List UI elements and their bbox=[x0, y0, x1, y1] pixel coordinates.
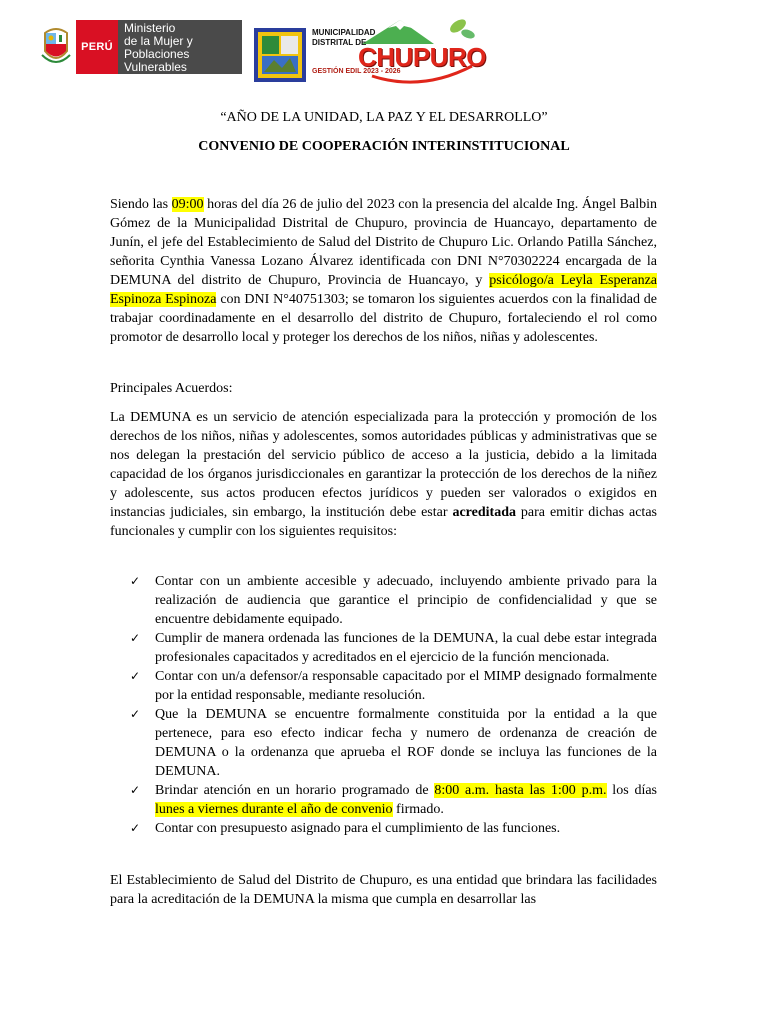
muni-name: CHUPURO bbox=[358, 42, 486, 72]
checklist-item bbox=[130, 705, 657, 781]
text-run: con DNI N°40751303; se tomaron los siguientes acuerdos con la finalidad de trabajar coordinadamente en el desarrollo del distrito de Chupuro, fortaleciendo el rol como promotor de desarrollo local y proteger los derechos de los niños, niñas y adolescentes. bbox=[110, 292, 657, 345]
muni-gestion: GESTIÓN EDIL 2023 - 2026 bbox=[312, 68, 401, 75]
ministry-line: de la Mujer y bbox=[124, 34, 193, 48]
text-run: los días bbox=[606, 783, 658, 798]
checklist-item bbox=[130, 819, 657, 838]
checklist-text: Contar con un/a defensor/a responsable capacitado por el MIMP designado formalmente por la entidad responsable, mediante resolución. bbox=[155, 669, 657, 703]
document-title: CONVENIO DE COOPERACIÓN INTERINSTITUCIONAL bbox=[198, 139, 570, 154]
ministry-line: Poblaciones Vulnerables bbox=[124, 47, 190, 74]
checklist-item bbox=[130, 781, 657, 819]
highlighted-hours: 8:00 a.m. hasta las 1:00 p.m. bbox=[434, 783, 607, 798]
checklist-text: Contar con un ambiente accesible y adecuado, incluyendo ambiente privado para la realización de audiencia que garantice el principio de confidencialidad y que se encuentre debidamente equipado. bbox=[155, 574, 657, 627]
text-run: La DEMUNA es un servicio de atención especializada para la protección y promoción de los derechos de los niños, niñas y adolescentes, somos autoridades públicas y administrativas que se nos delegan la prestación del servicio público de acceso a la justicia, debido a la limitada capacidad de los órganos jurisdiccionales en garantizar la protección de los derechos de la niñez y adolescente, sus actos producen efectos jurídicos y pueden ser valorados o exigidos en instancias judiciales, sin embargo, la institución debe estar bbox=[110, 410, 657, 520]
text-run: horas del día 26 de julio del 2023 con la presencia del alcalde Ing. Ángel Balbin Gómez de la Municipalidad Distrital de Chupuro, provincia de Huancayo, departamento de Junín, el jefe del Establecimiento de Salud del Distrito de Chupuro Lic. Orlando Patilla Sánchez, señorita Cynthia Vanessa Lozano Álvarez identificada con DNI N°70302224 encargada de la DEMUNA del distrito de Chupuro, Provincia de Huancayo, y bbox=[110, 197, 657, 288]
municipalidad-logo bbox=[252, 14, 486, 84]
highlighted-psychologist: psicólogo/a Leyla Esperanza Espinoza Espinoza bbox=[110, 273, 657, 307]
health-establishment-paragraph: El Establecimiento de Salud del Distrito de Chupuro, es una entidad que brindara las facilidades para la acreditación de la DEMUNA la misma que cumpla en desarrollar las bbox=[110, 873, 657, 907]
checkmark-icon: ✓ bbox=[130, 574, 141, 588]
checklist-text: Que la DEMUNA se encuentre formalmente constituida por la entidad a la que pertenece, para eso efecto indicar fecha y numero de ordenanza de creación de DEMUNA o la ordenanza que aprueba el ROF donde se incluya las funciones de la DEMUNA. bbox=[155, 707, 657, 779]
bold-term: acreditada bbox=[452, 505, 516, 520]
checkmark-icon: ✓ bbox=[130, 631, 141, 645]
demuna-paragraph bbox=[110, 408, 657, 541]
checkmark-icon: ✓ bbox=[130, 821, 141, 835]
ministerio-logo bbox=[36, 20, 242, 74]
peru-label: PERÚ bbox=[76, 20, 118, 74]
year-motto: “AÑO DE LA UNIDAD, LA PAZ Y EL DESARROLLO” bbox=[220, 110, 548, 125]
peru-coat-of-arms-icon bbox=[36, 20, 76, 74]
checklist-text: Contar con presupuesto asignado para el cumplimiento de las funciones. bbox=[155, 821, 561, 836]
checklist-item bbox=[130, 572, 657, 629]
section-heading: Principales Acuerdos: bbox=[110, 381, 233, 396]
muni-line1: MUNICIPALIDAD bbox=[312, 28, 376, 37]
checklist-item bbox=[130, 667, 657, 705]
text-run: Siendo las bbox=[110, 197, 172, 212]
municipal-shield-icon bbox=[254, 28, 306, 82]
ministry-name bbox=[118, 20, 242, 74]
intro-paragraph bbox=[110, 195, 657, 347]
ministry-line: Ministerio bbox=[124, 21, 176, 35]
checklist-text: Cumplir de manera ordenada las funciones de la DEMUNA, la cual debe estar integrada profesionales capacitados y acreditados en el ejercicio de la función mencionada. bbox=[155, 631, 657, 665]
muni-line2: DISTRITAL DE bbox=[312, 38, 367, 47]
checklist-item bbox=[130, 629, 657, 667]
checkmark-icon: ✓ bbox=[130, 783, 141, 797]
text-run: Brindar atención en un horario programado de bbox=[155, 783, 435, 798]
text-run: para emitir dichas actas funcionales y cumplir con los siguientes requisitos: bbox=[110, 505, 657, 539]
text-run: firmado. bbox=[392, 802, 444, 817]
highlighted-time: 09:00 bbox=[171, 197, 204, 212]
highlighted-days: lunes a viernes durante el año de convenio bbox=[155, 802, 393, 817]
checkmark-icon: ✓ bbox=[130, 707, 141, 721]
checklist-text bbox=[155, 781, 657, 819]
checkmark-icon: ✓ bbox=[130, 669, 141, 683]
requirements-checklist bbox=[130, 572, 657, 838]
